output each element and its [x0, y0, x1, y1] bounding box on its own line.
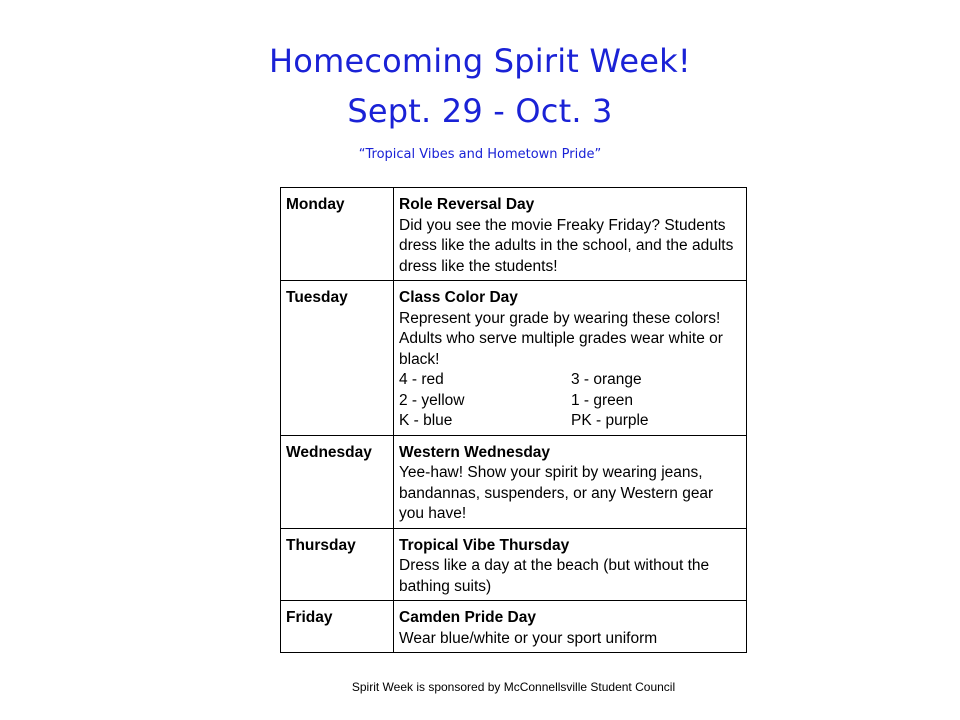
table-row-wednesday	[281, 435, 747, 528]
theme-title: Class Color Day	[399, 289, 518, 306]
theme-title: Role Reversal Day	[399, 196, 535, 213]
day-details	[394, 281, 747, 436]
theme-title: Camden Pride Day	[399, 609, 536, 626]
grade-color-list	[399, 370, 742, 432]
date-range: Sept. 29 - Oct. 3	[347, 92, 613, 130]
theme-description: Did you see the movie Freaky Friday? Students dress like the adults in the school, and the adults dress like the students!	[399, 216, 734, 275]
table-row-friday	[281, 601, 747, 653]
sponsor-note: Spirit Week is sponsored by McConnellsville Student Council	[351, 680, 676, 694]
theme-description: Yee-haw! Show your spirit by wearing jeans, bandannas, suspenders, or any Western gear you have!	[399, 464, 714, 522]
theme-title: Tropical Vibe Thursday	[399, 536, 570, 554]
day-details	[394, 435, 747, 528]
day-label: Wednesday	[281, 435, 394, 528]
table-row-monday	[281, 188, 747, 281]
theme-title: Western Wednesday	[399, 443, 551, 461]
grade-color-item: K - blue	[399, 412, 453, 429]
page-title: Homecoming Spirit Week!	[269, 42, 691, 80]
table-row-thursday	[281, 528, 747, 601]
theme-description: Wear blue/white or your sport uniform	[399, 629, 658, 647]
grade-color-item: 3 - orange	[571, 371, 642, 388]
theme-description: Represent your grade by wearing these colors! Adults who serve multiple grades wear white or black!	[399, 309, 723, 368]
grade-color-item: 2 - yellow	[399, 391, 465, 409]
day-details	[394, 188, 747, 281]
day-details	[394, 528, 747, 601]
page-subtitle: “Tropical Vibes and Hometown Pride”	[358, 147, 602, 162]
day-label: Friday	[281, 601, 394, 653]
grade-color-item: 4 - red	[399, 371, 444, 388]
theme-description: Dress like a day at the beach (but without the bathing suits)	[399, 557, 710, 595]
day-label: Monday	[281, 188, 394, 281]
day-label: Tuesday	[281, 281, 394, 436]
day-label: Thursday	[281, 528, 394, 601]
spirit-week-table	[280, 187, 747, 653]
grade-color-item: 1 - green	[571, 391, 634, 409]
table-row-tuesday	[281, 281, 747, 436]
grade-color-item: PK - purple	[571, 412, 649, 429]
day-details	[394, 601, 747, 653]
